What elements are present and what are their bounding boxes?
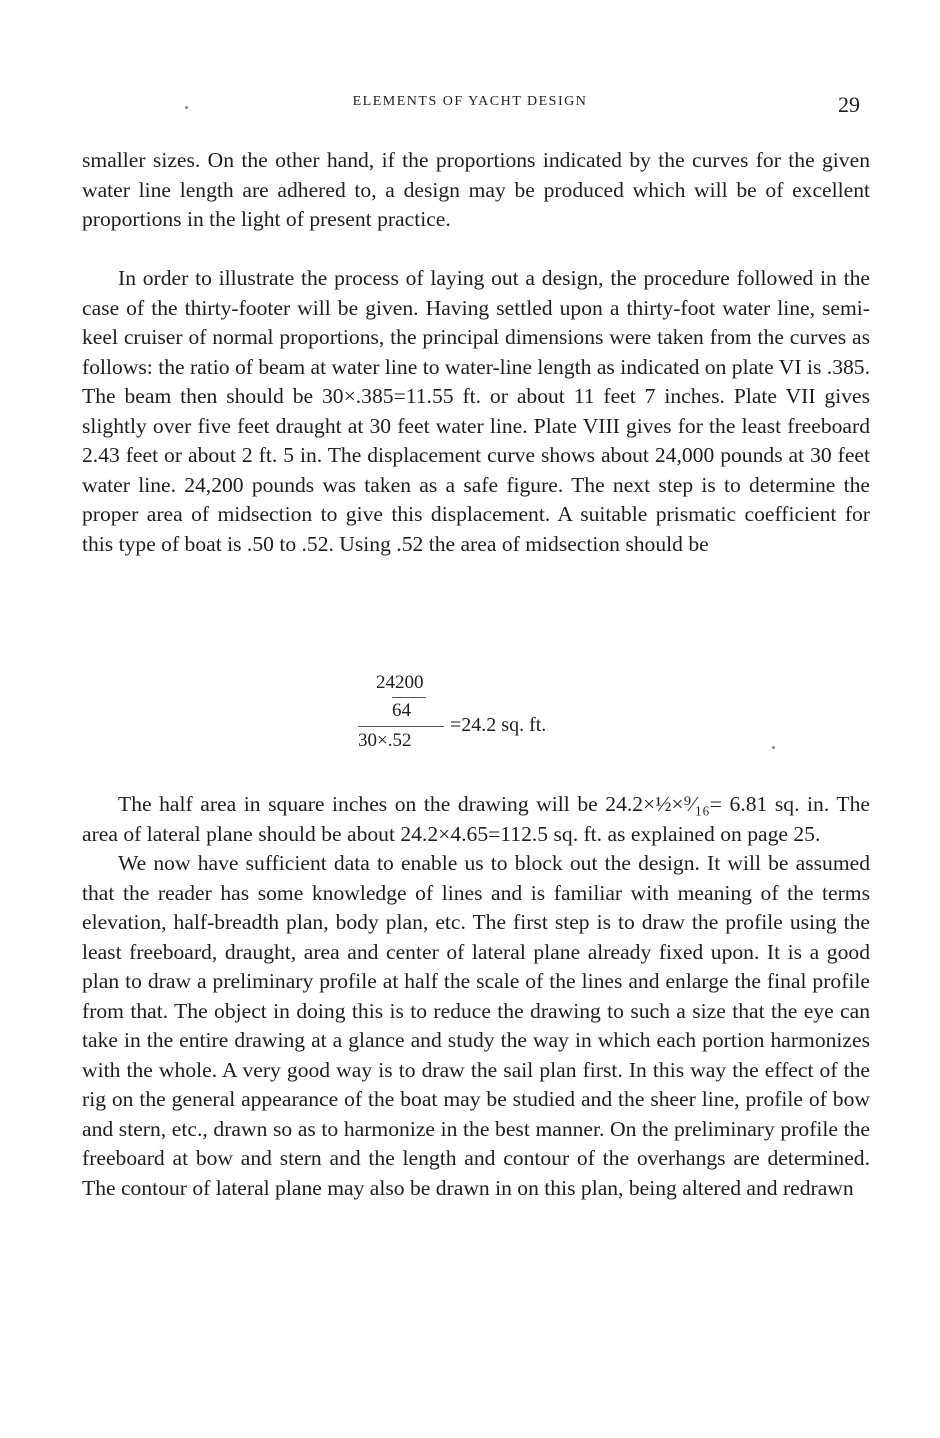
formula-denominator: 30×.52 [358,730,412,751]
print-speck [185,106,188,109]
midsection-formula [358,670,658,754]
formula-inner-fraction-bar [392,697,426,698]
page-number: 29 [838,92,860,117]
paragraphs-3-4 [82,790,870,1203]
paragraph-2: In order to illustrate the process of laying out a design, the procedure followed in the case of the thirty-footer will be given. Having settled upon a thirty-foot water line, semi-keel cruiser of normal proportions, the principal dimensions were taken from the curves as follows: the ratio of beam at water line to water-line length as indicated on plate VI is .385. The beam then should be 30×.385=11.55 ft. or about 11 feet 7 inches. Plate VII gives slightly over five feet draught at 30 feet water line. Plate VIII gives for the least freeboard 2.43 feet or about 2 ft. 5 in. The displacement curve shows about 24,000 pounds at 30 feet water line. 24,200 pounds was taken as a safe figure. The next step is to determine the proper area of midsection to give this displacement. A suitable prismatic coefficient for this type of boat is .50 to .52. Using .52 the area of midsection should be [82,266,870,556]
paragraph-3: The half area in square inches on the drawing will be 24.2×½×⁹⁄₁₆= 6.81 sq. in. The area of lateral plane should be about 24.2×4.65=112.5 sq. ft. as explained on page 25. [82,792,870,846]
paragraph-1: smaller sizes. On the other hand, if the proportions indicated by the curves for the given water line length are adhered to, a design may be produced which will be of excellent proportions in the light of present practice. [82,148,870,231]
print-speck [772,746,775,749]
paragraph-4: We now have sufficient data to enable us to block out the design. It will be assumed that the reader has some knowledge of lines and is familiar with meaning of the terms elevation, half-breadth plan, body plan, etc. The first step is to draw the profile using the least freeboard, draught, area and center of lateral plane already fixed upon. It is a good plan to draw a preliminary profile at half the scale of the lines and enlarge the final profile from that. The object in doing this is to reduce the drawing to such a size that the eye can take in the entire drawing at a glance and study the way in which each portion harmonizes with the whole. A very good way is to draw the sail plan first. In this way the effect of the rig on the general appearance of the boat may be studied and the sheer line, profile of bow and stern, etc., drawn so as to harmonize in the best manner. On the preliminary profile the freeboard at bow and stern and the length and contour of the overhangs are determined. The contour of lateral plane may also be drawn in on this plan, being altered and redrawn [82,851,870,1200]
running-title: ELEMENTS OF YACHT DESIGN [352,94,588,109]
formula-result: =24.2 sq. ft. [450,714,547,736]
formula-inner-denominator: 64 [392,700,411,721]
formula-numerator: 24200 [376,672,424,693]
formula-fraction-bar [358,726,444,727]
